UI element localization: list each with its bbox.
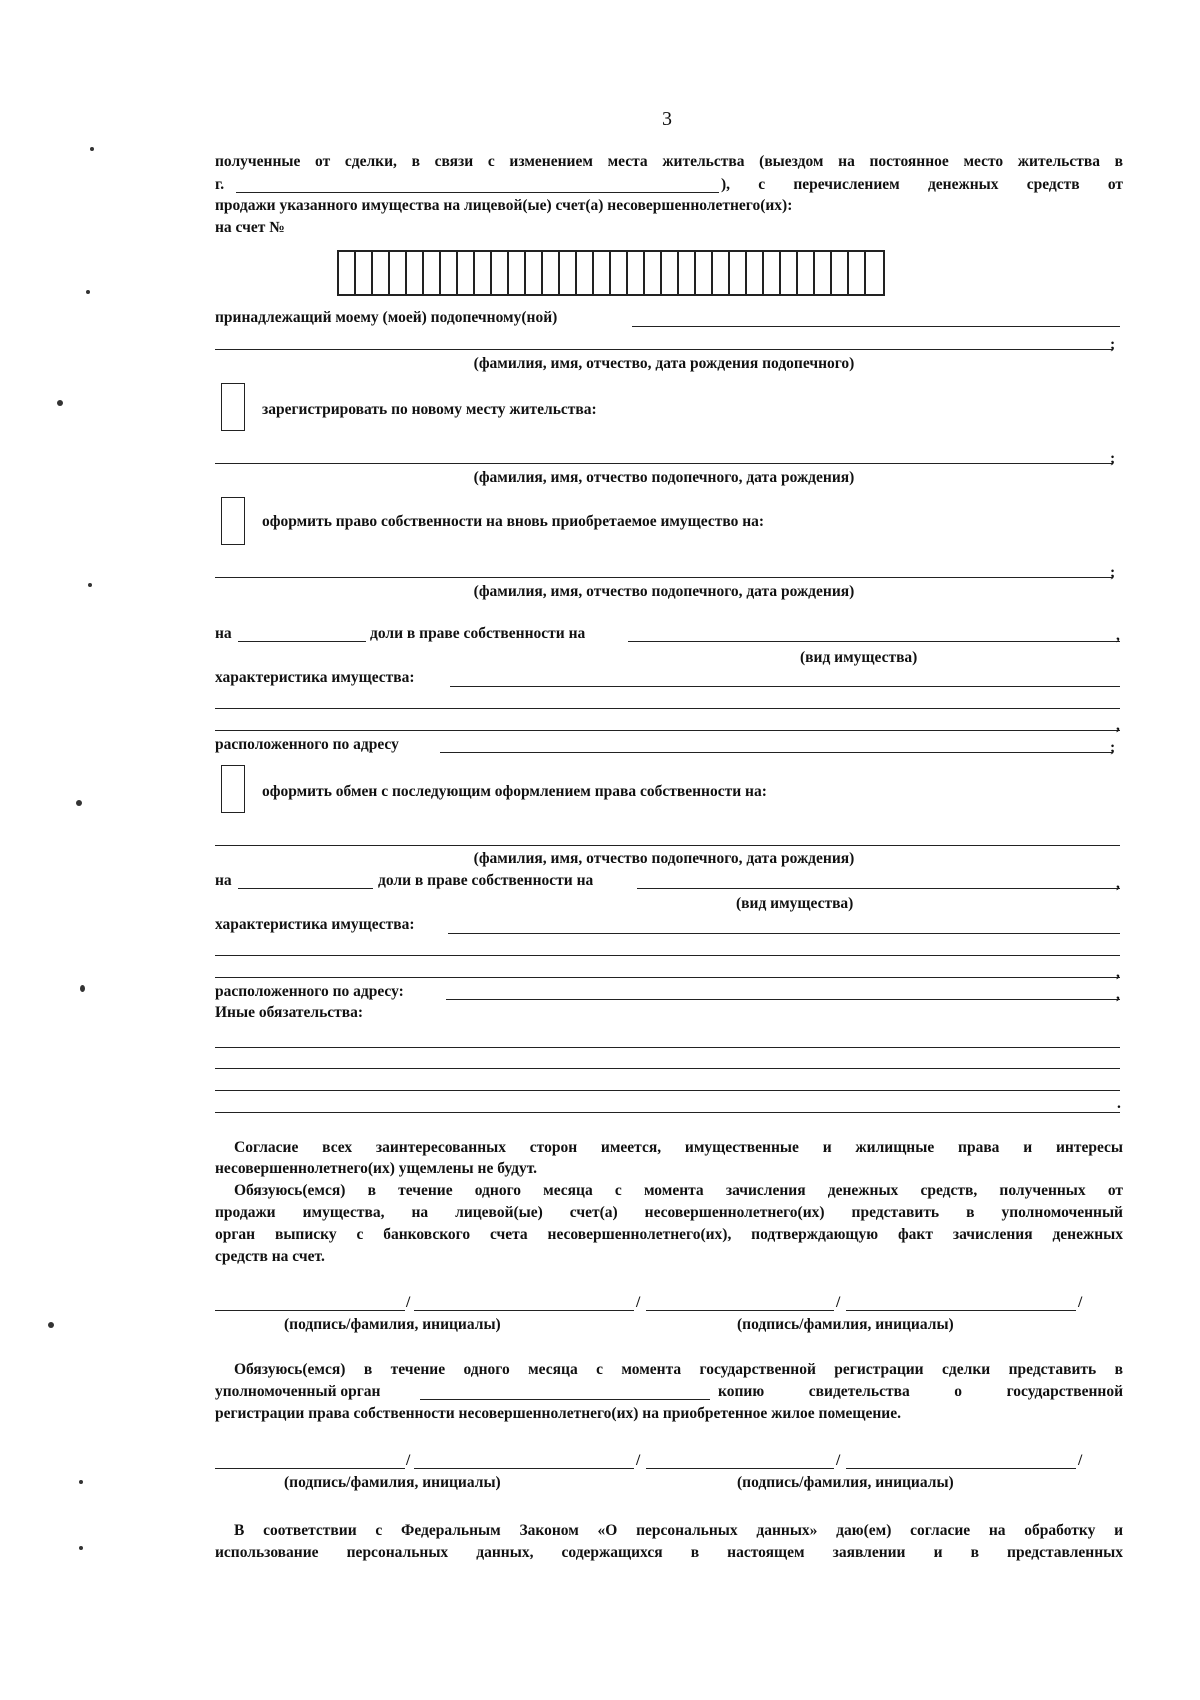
scan-speck xyxy=(79,1546,83,1550)
other-obligations-field-3[interactable] xyxy=(215,1090,1120,1091)
ownership-characteristics-comma: , xyxy=(1116,717,1120,734)
account-digit-cell[interactable] xyxy=(628,252,645,294)
account-digit-cell[interactable] xyxy=(611,252,628,294)
name-3-field[interactable] xyxy=(414,1468,634,1469)
ward-end-semicolon: ; xyxy=(1110,336,1116,353)
exchange-characteristics-comma: , xyxy=(1116,964,1120,981)
signature-caption-right: (подпись/фамилия, инициалы) xyxy=(737,1316,954,1333)
scan-speck xyxy=(86,290,90,294)
account-digit-cell[interactable] xyxy=(866,252,883,294)
account-digit-cell[interactable] xyxy=(662,252,679,294)
exchange-characteristics-field-2[interactable] xyxy=(215,955,1120,956)
ownership-share-prefix: на xyxy=(215,625,232,642)
exchange-address-field[interactable] xyxy=(446,999,1120,1000)
account-digit-cell[interactable] xyxy=(798,252,815,294)
account-digit-cell[interactable] xyxy=(492,252,509,294)
consent-p2-line1: Обязуюсь(емся) в течение одного месяца с момента зачисления денежных средств, полученных от xyxy=(234,1182,1123,1199)
account-digit-cell[interactable] xyxy=(390,252,407,294)
other-obligations-end-dot: . xyxy=(1117,1095,1121,1112)
scan-speck xyxy=(79,1480,83,1484)
ownership-characteristics-field-2[interactable] xyxy=(215,708,1120,709)
exchange-label: оформить обмен с последующим оформлением права собственности на: xyxy=(262,783,767,800)
signature-5-separator: / xyxy=(406,1452,411,1469)
exchange-address-label: расположенного по адресу: xyxy=(215,983,404,1000)
authority-field[interactable] xyxy=(420,1399,710,1400)
account-digit-cell[interactable] xyxy=(679,252,696,294)
top-line-1: полученные от сделки, в связи с изменением места жительства (выездом на постоянное место жительства в xyxy=(215,153,1123,170)
account-digit-cell[interactable] xyxy=(832,252,849,294)
exchange-property-type-field[interactable] xyxy=(637,888,1120,889)
ward-caption: (фамилия, имя, отчество, дата рождения подопечного) xyxy=(473,355,855,372)
signature-7-separator: / xyxy=(836,1452,841,1469)
account-digit-cell[interactable] xyxy=(815,252,832,294)
account-digit-cell[interactable] xyxy=(339,252,356,294)
exchange-caption: (фамилия, имя, отчество подопечного, дата рождения) xyxy=(473,850,855,867)
top-line-2-prefix: г. xyxy=(215,176,225,193)
signature-caption-right-2: (подпись/фамилия, инициалы) xyxy=(737,1474,954,1491)
name-2-field[interactable] xyxy=(846,1310,1076,1311)
account-digit-cell[interactable] xyxy=(441,252,458,294)
exchange-share-prefix: на xyxy=(215,872,232,889)
signature-2-separator: / xyxy=(636,1294,641,1311)
personal-data-line1: В соответствии с Федеральным Законом «О персональных данных» даю(ем) согласие на обработку и xyxy=(234,1522,1123,1539)
consent-p2-line3: орган выписку с банковского счета несовершеннолетнего(их), подтверждающую факт зачисления денежных xyxy=(215,1226,1123,1243)
account-digit-cell[interactable] xyxy=(356,252,373,294)
account-digit-cell[interactable] xyxy=(696,252,713,294)
account-digit-cell[interactable] xyxy=(594,252,611,294)
register-end-semicolon: ; xyxy=(1110,450,1116,467)
signature-4-field[interactable] xyxy=(646,1468,834,1469)
ownership-share-middle: доли в праве собственности на xyxy=(370,625,586,642)
ward-label: принадлежащий моему (моей) подопечному(ной) xyxy=(215,309,558,326)
ownership-field[interactable] xyxy=(215,577,1113,578)
ownership-characteristics-label: характеристика имущества: xyxy=(215,669,415,686)
ward-field-2[interactable] xyxy=(215,349,1113,350)
ownership-property-type-field[interactable] xyxy=(628,641,1120,642)
account-digit-cell[interactable] xyxy=(526,252,543,294)
account-digit-cell[interactable] xyxy=(458,252,475,294)
account-digit-cell[interactable] xyxy=(849,252,866,294)
ownership-label: оформить право собственности на вновь приобретаемое имущество на: xyxy=(262,513,765,530)
scan-speck xyxy=(57,400,63,406)
account-digit-cell[interactable] xyxy=(764,252,781,294)
account-label: на счет № xyxy=(215,219,285,236)
account-digit-cell[interactable] xyxy=(407,252,424,294)
ward-field-1[interactable] xyxy=(632,326,1120,327)
page-number: 3 xyxy=(662,108,672,130)
account-number-grid[interactable] xyxy=(337,250,885,296)
registration-line1: Обязуюсь(емся) в течение одного месяца с момента государственной регистрации сделки представить в xyxy=(234,1361,1123,1378)
account-digit-cell[interactable] xyxy=(509,252,526,294)
signature-8-separator: / xyxy=(1078,1452,1083,1469)
scan-speck xyxy=(88,583,92,587)
scan-speck xyxy=(76,800,82,806)
signature-1-separator: / xyxy=(406,1294,411,1311)
account-digit-cell[interactable] xyxy=(713,252,730,294)
scan-speck xyxy=(80,985,85,992)
exchange-share-middle: доли в праве собственности на xyxy=(378,872,594,889)
account-digit-cell[interactable] xyxy=(747,252,764,294)
ownership-caption: (фамилия, имя, отчество подопечного, дата рождения) xyxy=(473,583,855,600)
exchange-checkbox[interactable] xyxy=(221,765,245,813)
ownership-share-field[interactable] xyxy=(238,641,366,642)
account-digit-cell[interactable] xyxy=(543,252,560,294)
account-digit-cell[interactable] xyxy=(424,252,441,294)
exchange-property-type-caption: (вид имущества) xyxy=(736,895,854,912)
other-obligations-label: Иные обязательства: xyxy=(215,1004,364,1021)
exchange-share-field[interactable] xyxy=(238,888,373,889)
exchange-field[interactable] xyxy=(215,845,1120,846)
exchange-characteristics-field-3[interactable] xyxy=(215,977,1120,978)
registration-line3: регистрации права собственности несовершеннолетнего(их) на приобретенное жилое помещение. xyxy=(215,1405,901,1422)
ownership-property-type-comma: , xyxy=(1116,627,1120,644)
name-4-field[interactable] xyxy=(846,1468,1076,1469)
account-digit-cell[interactable] xyxy=(577,252,594,294)
exchange-property-type-comma: , xyxy=(1116,875,1120,892)
scan-speck xyxy=(48,1322,54,1328)
ownership-address-semicolon: ; xyxy=(1110,739,1116,756)
consent-p2-line2: продажи имущества, на лицевой(ые) счет(а) несовершеннолетнего(их) представить в уполномоченный xyxy=(215,1204,1123,1221)
name-1-field[interactable] xyxy=(414,1310,634,1311)
scan-speck xyxy=(90,147,94,151)
signature-2-field[interactable] xyxy=(646,1310,834,1311)
city-field[interactable] xyxy=(236,192,719,193)
signature-3-field[interactable] xyxy=(215,1468,405,1469)
ownership-property-type-caption: (вид имущества) xyxy=(800,649,918,666)
ownership-characteristics-field-3[interactable] xyxy=(215,730,1120,731)
registration-line2-suffix: копию свидетельства о государственной xyxy=(718,1383,1123,1400)
ownership-checkbox[interactable] xyxy=(221,497,245,545)
register-field[interactable] xyxy=(215,463,1113,464)
consent-p1-line2: несовершеннолетнего(их) ущемлены не будут. xyxy=(215,1160,538,1177)
account-digit-cell[interactable] xyxy=(475,252,492,294)
register-checkbox[interactable] xyxy=(221,383,245,431)
ownership-address-field[interactable] xyxy=(440,752,1113,753)
signature-caption-left-2: (подпись/фамилия, инициалы) xyxy=(284,1474,501,1491)
exchange-characteristics-field-1[interactable] xyxy=(448,933,1120,934)
registration-line2-prefix: уполномоченный орган xyxy=(215,1383,381,1400)
account-digit-cell[interactable] xyxy=(560,252,577,294)
other-obligations-field-1[interactable] xyxy=(215,1047,1120,1048)
ownership-end-semicolon: ; xyxy=(1110,564,1116,581)
signature-caption-left: (подпись/фамилия, инициалы) xyxy=(284,1316,501,1333)
account-digit-cell[interactable] xyxy=(730,252,747,294)
signature-1-field[interactable] xyxy=(215,1310,405,1311)
personal-data-line2: использование персональных данных, содержащихся в настоящем заявлении и в представленных xyxy=(215,1544,1123,1561)
top-line-3: продажи указанного имущества на лицевой(ые) счет(а) несовершеннолетнего(их): xyxy=(215,197,793,214)
exchange-address-comma: , xyxy=(1116,986,1120,1003)
top-line-2-suffix: ), с перечислением денежных средств от xyxy=(721,176,1123,193)
register-caption: (фамилия, имя, отчество подопечного, дата рождения) xyxy=(473,469,855,486)
account-digit-cell[interactable] xyxy=(645,252,662,294)
account-digit-cell[interactable] xyxy=(373,252,390,294)
ownership-address-label: расположенного по адресу xyxy=(215,736,399,753)
ownership-characteristics-field-1[interactable] xyxy=(450,686,1120,687)
signature-3-separator: / xyxy=(836,1294,841,1311)
exchange-characteristics-label: характеристика имущества: xyxy=(215,916,415,933)
other-obligations-field-4[interactable] xyxy=(215,1112,1120,1113)
account-digit-cell[interactable] xyxy=(781,252,798,294)
consent-p1-line1: Согласие всех заинтересованных сторон имеется, имущественные и жилищные права и интересы xyxy=(234,1139,1123,1156)
signature-6-separator: / xyxy=(636,1452,641,1469)
other-obligations-field-2[interactable] xyxy=(215,1068,1120,1069)
consent-p2-line4: средств на счет. xyxy=(215,1248,325,1265)
signature-4-separator: / xyxy=(1078,1294,1083,1311)
register-label: зарегистрировать по новому месту жительства: xyxy=(262,401,597,418)
